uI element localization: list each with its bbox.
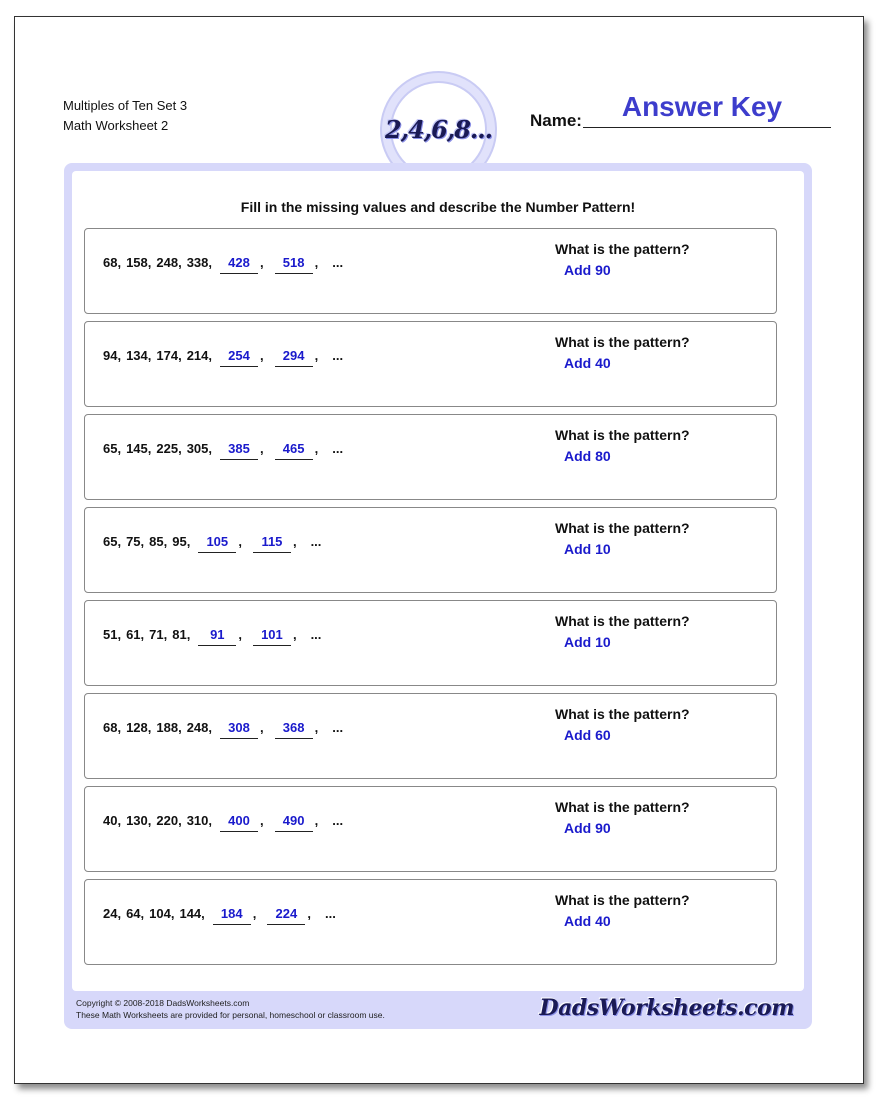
number-sequence [103, 441, 343, 460]
comma-separator: , [314, 720, 319, 735]
number-sequence [103, 627, 321, 646]
given-number: 65, [103, 534, 122, 549]
number-sequence [103, 813, 343, 832]
pattern-question: What is the pattern? [555, 799, 690, 815]
sequence-ellipsis: ... [332, 813, 344, 828]
pattern-question: What is the pattern? [555, 334, 690, 350]
answer-blank[interactable]: 294 [275, 348, 313, 367]
given-number: 248, [186, 720, 213, 735]
number-sequence [103, 534, 321, 553]
answer-blank[interactable]: 115 [253, 534, 291, 553]
comma-separator: , [260, 813, 264, 828]
sequence-ellipsis: ... [310, 627, 322, 642]
problem-8 [84, 879, 777, 965]
answer-blank[interactable]: 518 [275, 255, 313, 274]
given-number: 128, [126, 720, 152, 735]
comma-separator: , [260, 720, 264, 735]
comma-separator: , [314, 441, 319, 456]
answer-blank[interactable]: 400 [220, 813, 258, 832]
pattern-answer[interactable]: Add 10 [564, 634, 611, 650]
comma-separator: , [260, 348, 264, 363]
answer-blank[interactable]: 490 [275, 813, 313, 832]
given-number: 310, [186, 813, 213, 828]
given-number: 94, [103, 348, 122, 363]
given-number: 75, [126, 534, 145, 549]
given-number: 338, [186, 255, 213, 270]
given-number: 51, [103, 627, 122, 642]
pattern-question: What is the pattern? [555, 706, 690, 722]
answer-blank[interactable]: 101 [253, 627, 291, 646]
given-number: 71, [149, 627, 168, 642]
number-sequence [103, 906, 336, 925]
name-underline [583, 127, 831, 128]
answer-blank[interactable]: 308 [220, 720, 258, 739]
comma-separator: , [314, 255, 319, 270]
given-number: 130, [126, 813, 152, 828]
worksheet-content [72, 171, 804, 991]
pattern-question: What is the pattern? [555, 427, 690, 443]
pattern-answer[interactable]: Add 40 [564, 913, 611, 929]
sequence-ellipsis: ... [332, 720, 344, 735]
problem-1 [84, 228, 777, 314]
given-number: 81, [172, 627, 191, 642]
given-number: 188, [156, 720, 182, 735]
pattern-answer[interactable]: Add 10 [564, 541, 611, 557]
sequence-ellipsis: ... [332, 441, 344, 456]
given-number: 134, [126, 348, 152, 363]
problem-7 [84, 786, 777, 872]
answer-blank[interactable]: 254 [220, 348, 258, 367]
given-number: 174, [156, 348, 182, 363]
answer-blank[interactable]: 428 [220, 255, 258, 274]
given-number: 248, [156, 255, 182, 270]
comma-separator: , [252, 906, 257, 921]
problem-4 [84, 507, 777, 593]
given-number: 214, [186, 348, 213, 363]
comma-separator: , [238, 627, 242, 642]
given-number: 24, [103, 906, 122, 921]
pattern-question: What is the pattern? [555, 520, 690, 536]
given-number: 144, [179, 906, 205, 921]
given-number: 305, [186, 441, 213, 456]
number-sequence [103, 348, 343, 367]
comma-separator: , [238, 534, 242, 549]
copyright-text: Copyright © 2008-2018 DadsWorksheets.com [76, 998, 250, 1008]
answer-blank[interactable]: 465 [275, 441, 313, 460]
sequence-ellipsis: ... [310, 534, 322, 549]
given-number: 64, [126, 906, 145, 921]
comma-separator: , [260, 441, 264, 456]
given-number: 65, [103, 441, 122, 456]
answer-blank[interactable]: 368 [275, 720, 313, 739]
problem-3 [84, 414, 777, 500]
usage-notice: These Math Worksheets are provided for personal, homeschool or classroom use. [76, 1010, 385, 1020]
comma-separator: , [292, 534, 297, 549]
given-number: 68, [103, 255, 122, 270]
comma-separator: , [314, 813, 319, 828]
pattern-question: What is the pattern? [555, 613, 690, 629]
name-label: Name: [530, 111, 582, 130]
answer-blank[interactable]: 91 [198, 627, 236, 646]
number-sequence [103, 720, 343, 739]
given-number: 220, [156, 813, 182, 828]
given-number: 85, [149, 534, 168, 549]
worksheet-frame [64, 163, 812, 1029]
comma-separator: , [307, 906, 312, 921]
given-number: 225, [156, 441, 182, 456]
footer-logo: DadsWorksheets.com [539, 995, 794, 1021]
answer-key-label: Answer Key [621, 91, 783, 122]
answer-blank[interactable]: 385 [220, 441, 258, 460]
pattern-question: What is the pattern? [555, 892, 690, 908]
worksheet-title [63, 96, 187, 136]
pattern-answer[interactable]: Add 90 [564, 262, 611, 278]
problem-5 [84, 600, 777, 686]
comma-separator: , [314, 348, 319, 363]
given-number: 158, [126, 255, 152, 270]
pattern-answer[interactable]: Add 80 [564, 448, 611, 464]
number-sequence [103, 255, 343, 274]
given-number: 104, [149, 906, 175, 921]
problem-2 [84, 321, 777, 407]
given-number: 40, [103, 813, 122, 828]
sequence-ellipsis: ... [332, 255, 344, 270]
sequence-ellipsis: ... [332, 348, 344, 363]
title-line-1: Multiples of Ten Set 3 [63, 98, 188, 113]
problem-6 [84, 693, 777, 779]
footer-copyright [76, 997, 385, 1021]
pattern-answer[interactable]: Add 90 [564, 820, 611, 836]
answer-blank[interactable]: 224 [267, 906, 305, 925]
sequence-ellipsis: ... [325, 906, 336, 921]
given-number: 61, [126, 627, 145, 642]
given-number: 68, [103, 720, 122, 735]
instructions: Fill in the missing values and describe the Number Pattern! [240, 199, 636, 215]
answer-blank[interactable]: 105 [198, 534, 236, 553]
pattern-question: What is the pattern? [555, 241, 690, 257]
given-number: 145, [126, 441, 152, 456]
comma-separator: , [260, 255, 264, 270]
pattern-answer[interactable]: Add 40 [564, 355, 611, 371]
title-line-2: Math Worksheet 2 [63, 118, 169, 133]
comma-separator: , [292, 627, 297, 642]
logo-text: 2,4,6,8... [385, 115, 492, 144]
answer-blank[interactable]: 184 [213, 906, 251, 925]
pattern-answer[interactable]: Add 60 [564, 727, 611, 743]
given-number: 95, [172, 534, 191, 549]
